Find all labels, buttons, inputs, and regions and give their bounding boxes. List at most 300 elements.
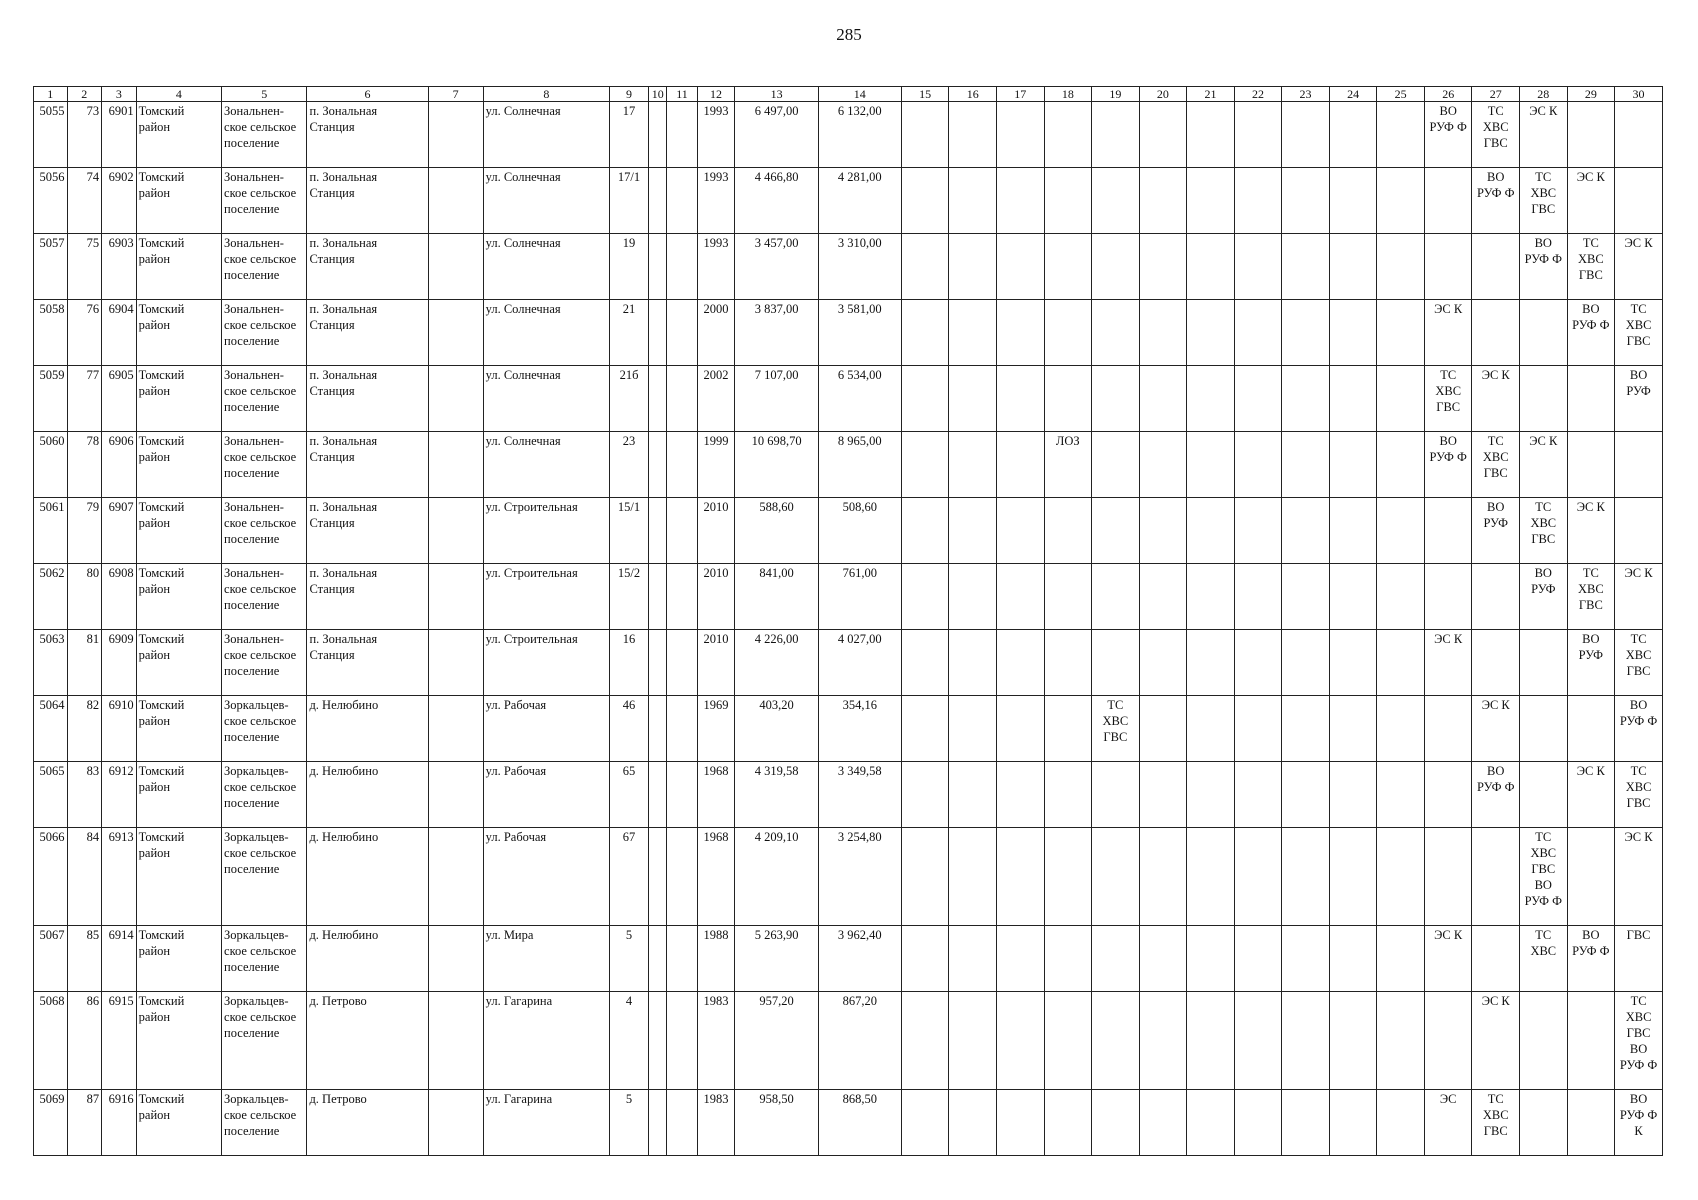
cell-col-17 — [997, 762, 1045, 828]
cell-col-12: 1968 — [697, 828, 735, 926]
cell-col-5: Зональнен- ское сельское поселение — [222, 630, 307, 696]
cell-col-3: 6909 — [102, 630, 137, 696]
cell-col-9: 23 — [610, 432, 649, 498]
cell-col-25 — [1377, 1090, 1425, 1156]
cell-col-30: ТС ХВС ГВС — [1615, 630, 1663, 696]
cell-col-25 — [1377, 992, 1425, 1090]
cell-col-5: Зональнен- ское сельское поселение — [222, 168, 307, 234]
cell-col-4: Томский район — [136, 432, 221, 498]
cell-col-1: 5067 — [34, 926, 68, 992]
cell-col-28 — [1520, 630, 1568, 696]
cell-col-3: 6905 — [102, 366, 137, 432]
cell-col-23 — [1282, 300, 1330, 366]
cell-col-22 — [1234, 564, 1282, 630]
cell-col-29 — [1567, 102, 1615, 168]
cell-col-4: Томский район — [136, 762, 221, 828]
register-table — [33, 86, 1663, 1156]
cell-col-3: 6907 — [102, 498, 137, 564]
cell-col-4: Томский район — [136, 564, 221, 630]
cell-col-8: ул. Солнечная — [483, 300, 609, 366]
cell-col-11 — [667, 762, 697, 828]
cell-col-16 — [949, 696, 997, 762]
cell-col-15 — [901, 992, 949, 1090]
table-row — [34, 234, 1663, 300]
cell-col-18 — [1044, 168, 1092, 234]
cell-col-13: 4 209,10 — [735, 828, 818, 926]
cell-col-12: 1988 — [697, 926, 735, 992]
cell-col-24 — [1329, 696, 1377, 762]
cell-col-8: ул. Рабочая — [483, 762, 609, 828]
table-row — [34, 926, 1663, 992]
cell-col-21 — [1187, 696, 1235, 762]
cell-col-16 — [949, 300, 997, 366]
cell-col-13: 588,60 — [735, 498, 818, 564]
cell-col-4: Томский район — [136, 992, 221, 1090]
cell-col-16 — [949, 828, 997, 926]
cell-col-15 — [901, 102, 949, 168]
cell-col-29: ЭС К — [1567, 498, 1615, 564]
cell-col-28: ЭС К — [1520, 102, 1568, 168]
cell-col-26: ЭС К — [1424, 926, 1472, 992]
cell-col-3: 6908 — [102, 564, 137, 630]
cell-col-28: ТС ХВС ГВС — [1520, 168, 1568, 234]
cell-col-9: 21 — [610, 300, 649, 366]
cell-col-10 — [649, 300, 667, 366]
cell-col-8: ул. Рабочая — [483, 696, 609, 762]
cell-col-21 — [1187, 630, 1235, 696]
cell-col-14: 6 534,00 — [818, 366, 901, 432]
cell-col-10 — [649, 102, 667, 168]
cell-col-17 — [997, 1090, 1045, 1156]
cell-col-25 — [1377, 168, 1425, 234]
cell-col-28 — [1520, 992, 1568, 1090]
column-number: 9 — [610, 87, 649, 102]
cell-col-16 — [949, 992, 997, 1090]
cell-col-29 — [1567, 992, 1615, 1090]
cell-col-4: Томский район — [136, 696, 221, 762]
cell-col-30: ГВС — [1615, 926, 1663, 992]
cell-col-2: 75 — [67, 234, 102, 300]
cell-col-12: 2000 — [697, 300, 735, 366]
cell-col-15 — [901, 1090, 949, 1156]
cell-col-16 — [949, 366, 997, 432]
cell-col-6: д. Нелюбино — [307, 828, 428, 926]
cell-col-16 — [949, 1090, 997, 1156]
cell-col-13: 4 226,00 — [735, 630, 818, 696]
cell-col-29: ЭС К — [1567, 168, 1615, 234]
cell-col-24 — [1329, 1090, 1377, 1156]
cell-col-17 — [997, 432, 1045, 498]
cell-col-22 — [1234, 926, 1282, 992]
column-number: 17 — [997, 87, 1045, 102]
cell-col-1: 5063 — [34, 630, 68, 696]
cell-col-19: ТС ХВС ГВС — [1092, 696, 1140, 762]
table-row — [34, 564, 1663, 630]
cell-col-1: 5062 — [34, 564, 68, 630]
cell-col-19 — [1092, 168, 1140, 234]
cell-col-21 — [1187, 432, 1235, 498]
cell-col-30: ВО РУФ Ф К — [1615, 1090, 1663, 1156]
table-row — [34, 432, 1663, 498]
cell-col-29 — [1567, 1090, 1615, 1156]
cell-col-22 — [1234, 366, 1282, 432]
cell-col-5: Зональнен- ское сельское поселение — [222, 366, 307, 432]
cell-col-7 — [428, 630, 483, 696]
cell-col-24 — [1329, 762, 1377, 828]
cell-col-19 — [1092, 564, 1140, 630]
cell-col-12: 2010 — [697, 630, 735, 696]
cell-col-4: Томский район — [136, 168, 221, 234]
cell-col-3: 6912 — [102, 762, 137, 828]
cell-col-24 — [1329, 102, 1377, 168]
cell-col-20 — [1139, 102, 1187, 168]
cell-col-30: ЭС К — [1615, 564, 1663, 630]
cell-col-8: ул. Солнечная — [483, 432, 609, 498]
cell-col-17 — [997, 926, 1045, 992]
column-number-row — [34, 87, 1663, 102]
cell-col-3: 6901 — [102, 102, 137, 168]
column-number: 15 — [901, 87, 949, 102]
cell-col-8: ул. Гагарина — [483, 992, 609, 1090]
cell-col-30: ЭС К — [1615, 828, 1663, 926]
column-number: 24 — [1329, 87, 1377, 102]
cell-col-28: ВО РУФ — [1520, 564, 1568, 630]
cell-col-9: 19 — [610, 234, 649, 300]
page-number: 285 — [836, 25, 862, 44]
cell-col-23 — [1282, 762, 1330, 828]
cell-col-30 — [1615, 432, 1663, 498]
cell-col-17 — [997, 234, 1045, 300]
cell-col-23 — [1282, 564, 1330, 630]
cell-col-1: 5061 — [34, 498, 68, 564]
cell-col-24 — [1329, 992, 1377, 1090]
column-number: 3 — [102, 87, 137, 102]
cell-col-13: 841,00 — [735, 564, 818, 630]
cell-col-8: ул. Солнечная — [483, 168, 609, 234]
cell-col-29: ВО РУФ Ф — [1567, 926, 1615, 992]
cell-col-20 — [1139, 234, 1187, 300]
cell-col-26: ТС ХВС ГВС — [1424, 366, 1472, 432]
cell-col-10 — [649, 366, 667, 432]
column-number: 16 — [949, 87, 997, 102]
column-number: 28 — [1520, 87, 1568, 102]
column-number: 22 — [1234, 87, 1282, 102]
cell-col-7 — [428, 564, 483, 630]
cell-col-21 — [1187, 828, 1235, 926]
cell-col-23 — [1282, 432, 1330, 498]
cell-col-8: ул. Рабочая — [483, 828, 609, 926]
column-number: 26 — [1424, 87, 1472, 102]
cell-col-1: 5064 — [34, 696, 68, 762]
cell-col-10 — [649, 828, 667, 926]
cell-col-23 — [1282, 926, 1330, 992]
column-number: 25 — [1377, 87, 1425, 102]
cell-col-13: 403,20 — [735, 696, 818, 762]
cell-col-8: ул. Строительная — [483, 564, 609, 630]
cell-col-3: 6902 — [102, 168, 137, 234]
cell-col-27: ТС ХВС ГВС — [1472, 1090, 1520, 1156]
cell-col-9: 46 — [610, 696, 649, 762]
column-number: 21 — [1187, 87, 1235, 102]
cell-col-16 — [949, 926, 997, 992]
cell-col-6: д. Нелюбино — [307, 926, 428, 992]
cell-col-27 — [1472, 234, 1520, 300]
cell-col-9: 67 — [610, 828, 649, 926]
cell-col-10 — [649, 432, 667, 498]
cell-col-1: 5069 — [34, 1090, 68, 1156]
cell-col-9: 15/1 — [610, 498, 649, 564]
cell-col-27: ЭС К — [1472, 696, 1520, 762]
cell-col-20 — [1139, 432, 1187, 498]
cell-col-25 — [1377, 762, 1425, 828]
cell-col-27 — [1472, 630, 1520, 696]
cell-col-2: 73 — [67, 102, 102, 168]
cell-col-20 — [1139, 696, 1187, 762]
cell-col-13: 4 466,80 — [735, 168, 818, 234]
cell-col-29: ЭС К — [1567, 762, 1615, 828]
cell-col-2: 80 — [67, 564, 102, 630]
cell-col-24 — [1329, 828, 1377, 926]
cell-col-8: ул. Солнечная — [483, 102, 609, 168]
cell-col-20 — [1139, 1090, 1187, 1156]
cell-col-4: Томский район — [136, 1090, 221, 1156]
cell-col-17 — [997, 696, 1045, 762]
cell-col-13: 958,50 — [735, 1090, 818, 1156]
cell-col-26 — [1424, 828, 1472, 926]
cell-col-6: д. Нелюбино — [307, 762, 428, 828]
cell-col-12: 2010 — [697, 498, 735, 564]
cell-col-22 — [1234, 300, 1282, 366]
cell-col-20 — [1139, 926, 1187, 992]
cell-col-4: Томский район — [136, 102, 221, 168]
cell-col-8: ул. Строительная — [483, 630, 609, 696]
cell-col-11 — [667, 630, 697, 696]
cell-col-7 — [428, 102, 483, 168]
cell-col-7 — [428, 828, 483, 926]
cell-col-18 — [1044, 300, 1092, 366]
cell-col-17 — [997, 300, 1045, 366]
column-number: 18 — [1044, 87, 1092, 102]
cell-col-21 — [1187, 366, 1235, 432]
cell-col-15 — [901, 564, 949, 630]
cell-col-2: 84 — [67, 828, 102, 926]
cell-col-14: 6 132,00 — [818, 102, 901, 168]
cell-col-11 — [667, 366, 697, 432]
cell-col-18 — [1044, 366, 1092, 432]
cell-col-30 — [1615, 102, 1663, 168]
cell-col-28: ТС ХВС ГВС ВО РУФ Ф — [1520, 828, 1568, 926]
cell-col-14: 3 962,40 — [818, 926, 901, 992]
cell-col-6: п. Зональная Станция — [307, 630, 428, 696]
cell-col-22 — [1234, 168, 1282, 234]
cell-col-10 — [649, 696, 667, 762]
table-row — [34, 1090, 1663, 1156]
cell-col-12: 1983 — [697, 992, 735, 1090]
cell-col-8: ул. Гагарина — [483, 1090, 609, 1156]
cell-col-6: п. Зональная Станция — [307, 432, 428, 498]
cell-col-20 — [1139, 498, 1187, 564]
cell-col-28 — [1520, 300, 1568, 366]
cell-col-21 — [1187, 498, 1235, 564]
cell-col-17 — [997, 366, 1045, 432]
cell-col-24 — [1329, 366, 1377, 432]
cell-col-23 — [1282, 828, 1330, 926]
cell-col-29: ВО РУФ — [1567, 630, 1615, 696]
cell-col-22 — [1234, 828, 1282, 926]
cell-col-25 — [1377, 564, 1425, 630]
cell-col-15 — [901, 926, 949, 992]
table-row — [34, 366, 1663, 432]
cell-col-11 — [667, 828, 697, 926]
cell-col-3: 6913 — [102, 828, 137, 926]
cell-col-25 — [1377, 234, 1425, 300]
cell-col-26 — [1424, 992, 1472, 1090]
column-number: 2 — [67, 87, 102, 102]
cell-col-2: 82 — [67, 696, 102, 762]
cell-col-10 — [649, 762, 667, 828]
column-number: 1 — [34, 87, 68, 102]
cell-col-7 — [428, 696, 483, 762]
cell-col-8: ул. Солнечная — [483, 366, 609, 432]
cell-col-27 — [1472, 926, 1520, 992]
cell-col-8: ул. Мира — [483, 926, 609, 992]
cell-col-13: 957,20 — [735, 992, 818, 1090]
cell-col-9: 21б — [610, 366, 649, 432]
cell-col-6: п. Зональная Станция — [307, 564, 428, 630]
cell-col-18 — [1044, 696, 1092, 762]
cell-col-4: Томский район — [136, 498, 221, 564]
cell-col-7 — [428, 926, 483, 992]
cell-col-4: Томский район — [136, 828, 221, 926]
cell-col-14: 761,00 — [818, 564, 901, 630]
cell-col-4: Томский район — [136, 234, 221, 300]
cell-col-28 — [1520, 762, 1568, 828]
cell-col-16 — [949, 564, 997, 630]
cell-col-2: 81 — [67, 630, 102, 696]
cell-col-30: ТС ХВС ГВС ВО РУФ Ф — [1615, 992, 1663, 1090]
cell-col-26 — [1424, 498, 1472, 564]
cell-col-14: 867,20 — [818, 992, 901, 1090]
cell-col-17 — [997, 498, 1045, 564]
table-row — [34, 828, 1663, 926]
cell-col-26 — [1424, 762, 1472, 828]
cell-col-18 — [1044, 762, 1092, 828]
cell-col-2: 87 — [67, 1090, 102, 1156]
cell-col-5: Зоркальцев- ское сельское поселение — [222, 1090, 307, 1156]
column-number: 7 — [428, 87, 483, 102]
cell-col-7 — [428, 762, 483, 828]
cell-col-11 — [667, 168, 697, 234]
cell-col-26 — [1424, 696, 1472, 762]
cell-col-10 — [649, 1090, 667, 1156]
table-row — [34, 168, 1663, 234]
cell-col-18 — [1044, 1090, 1092, 1156]
column-number: 20 — [1139, 87, 1187, 102]
cell-col-17 — [997, 828, 1045, 926]
cell-col-8: ул. Солнечная — [483, 234, 609, 300]
table-row — [34, 762, 1663, 828]
cell-col-21 — [1187, 992, 1235, 1090]
cell-col-17 — [997, 102, 1045, 168]
cell-col-6: д. Нелюбино — [307, 696, 428, 762]
cell-col-29 — [1567, 366, 1615, 432]
table-row — [34, 102, 1663, 168]
cell-col-10 — [649, 630, 667, 696]
cell-col-14: 868,50 — [818, 1090, 901, 1156]
cell-col-9: 5 — [610, 926, 649, 992]
cell-col-3: 6915 — [102, 992, 137, 1090]
cell-col-19 — [1092, 762, 1140, 828]
cell-col-12: 2002 — [697, 366, 735, 432]
cell-col-15 — [901, 762, 949, 828]
cell-col-4: Томский район — [136, 366, 221, 432]
cell-col-16 — [949, 762, 997, 828]
cell-col-1: 5060 — [34, 432, 68, 498]
cell-col-3: 6914 — [102, 926, 137, 992]
cell-col-23 — [1282, 696, 1330, 762]
cell-col-2: 78 — [67, 432, 102, 498]
cell-col-15 — [901, 432, 949, 498]
cell-col-11 — [667, 1090, 697, 1156]
cell-col-14: 3 310,00 — [818, 234, 901, 300]
cell-col-25 — [1377, 102, 1425, 168]
cell-col-26 — [1424, 234, 1472, 300]
cell-col-19 — [1092, 498, 1140, 564]
cell-col-5: Зональнен- ское сельское поселение — [222, 432, 307, 498]
cell-col-24 — [1329, 564, 1377, 630]
cell-col-23 — [1282, 498, 1330, 564]
cell-col-19 — [1092, 102, 1140, 168]
cell-col-23 — [1282, 630, 1330, 696]
table-row — [34, 696, 1663, 762]
cell-col-17 — [997, 168, 1045, 234]
cell-col-24 — [1329, 234, 1377, 300]
cell-col-23 — [1282, 234, 1330, 300]
cell-col-1: 5058 — [34, 300, 68, 366]
cell-col-18 — [1044, 498, 1092, 564]
cell-col-30 — [1615, 168, 1663, 234]
cell-col-10 — [649, 168, 667, 234]
cell-col-5: Зоркальцев- ское сельское поселение — [222, 926, 307, 992]
cell-col-3: 6906 — [102, 432, 137, 498]
cell-col-21 — [1187, 926, 1235, 992]
table-row — [34, 992, 1663, 1090]
cell-col-27: ВО РУФ — [1472, 498, 1520, 564]
cell-col-18 — [1044, 828, 1092, 926]
cell-col-5: Зоркальцев- ское сельское поселение — [222, 696, 307, 762]
cell-col-23 — [1282, 102, 1330, 168]
cell-col-2: 79 — [67, 498, 102, 564]
cell-col-9: 5 — [610, 1090, 649, 1156]
cell-col-27: ВО РУФ Ф — [1472, 762, 1520, 828]
cell-col-15 — [901, 366, 949, 432]
cell-col-26 — [1424, 564, 1472, 630]
cell-col-5: Зоркальцев- ское сельское поселение — [222, 828, 307, 926]
cell-col-3: 6916 — [102, 1090, 137, 1156]
cell-col-22 — [1234, 630, 1282, 696]
column-number: 14 — [818, 87, 901, 102]
cell-col-21 — [1187, 762, 1235, 828]
cell-col-14: 508,60 — [818, 498, 901, 564]
cell-col-27: ВО РУФ Ф — [1472, 168, 1520, 234]
cell-col-2: 77 — [67, 366, 102, 432]
cell-col-10 — [649, 234, 667, 300]
cell-col-24 — [1329, 168, 1377, 234]
cell-col-13: 10 698,70 — [735, 432, 818, 498]
cell-col-9: 65 — [610, 762, 649, 828]
cell-col-30 — [1615, 498, 1663, 564]
cell-col-2: 85 — [67, 926, 102, 992]
